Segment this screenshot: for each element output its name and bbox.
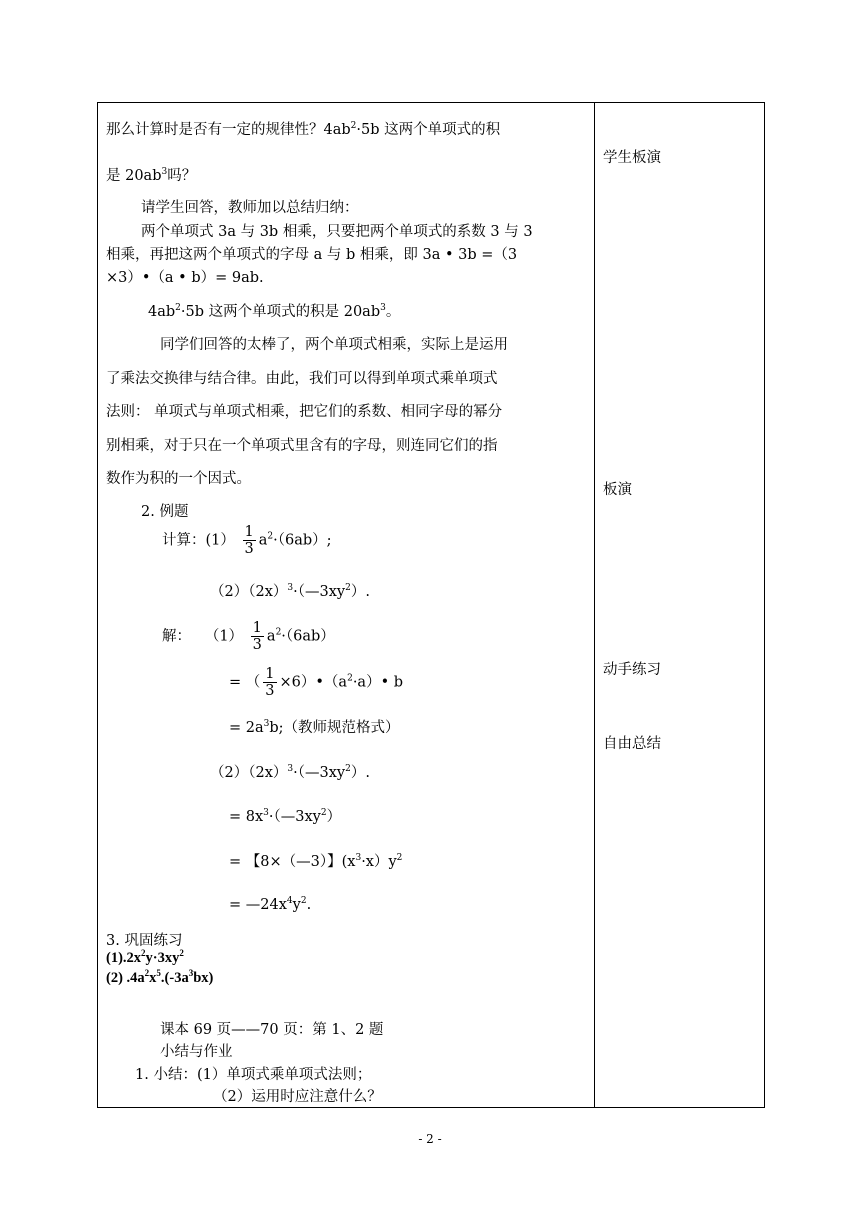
paragraph-line: 请学生回答，教师加以总结归纳： [141,200,359,216]
fraction-one-third: $\frac{1}{3}$ [265,666,275,699]
paragraph-line: 了乘法交换律与结合律。由此，我们可以得到单项式乘单项式 [106,371,498,387]
practice-item-2: (2) $.4a^2x^5.(-3a^3bx)$ [106,968,214,986]
side-note: 动手练习 [603,662,661,678]
paragraph-line: 别相乘，对于只在一个单项式里含有的字母，则连同它们的指 [106,438,498,454]
practice-item-1: $(1).2x^2y\cdot 3xy^2$ [106,948,184,966]
solution-step: = $8x^3\cdot(—3xy^2)$ [229,808,342,825]
fraction-one-third: $\frac{1}{3}$ [252,620,262,653]
paragraph-line: ×3）•（a • b）= 9ab. [106,270,264,286]
column-divider [594,102,595,1108]
summary-heading: 小结与作业 [160,1044,233,1060]
summary-line: （2）运用时应注意什么？ [213,1089,382,1105]
paragraph-line: 数作为积的一个因式。 [106,471,251,487]
solution-line-2: $(2)(2x)^3\cdot(—3xy^2)$. [210,764,370,781]
paragraph-line: 相乘，再把这两个单项式的字母 a 与 b 相乘，即 3a • 3b =（3 [106,247,518,263]
summary-line: 1. 小结：(1）单项式乘单项式法则； [135,1067,372,1083]
paragraph-line: $4ab^2\cdot 5b$ 这两个单项式的积是 $20ab^3$。 [148,303,401,320]
side-note: 自由总结 [603,736,661,752]
solution-step: = $—24x^4y^2$. [229,896,312,913]
paragraph-line: 同学们回答的太棒了，两个单项式相乘，实际上是运用 [160,337,508,353]
side-note: 板演 [603,482,632,498]
side-note: 学生板演 [603,150,661,166]
solution-step: = $2a^3b$;（教师规范格式） [229,719,400,736]
example-heading: 2. 例题 [141,504,189,520]
fraction-one-third: $\frac{1}{3}$ [244,524,254,557]
page-number: - 2 - [418,1132,442,1146]
paragraph-line: 那么计算时是否有一定的规律性？$4ab^2\cdot 5b$ 这两个单项式的积 [106,121,501,138]
example-line-2: $(2)(2x)^3\cdot(—3xy^2)$. [210,583,370,600]
example-line-1: 计算：(1） $\frac{1}{3}$ $a^2\cdot(6ab)$; [162,524,332,557]
paragraph-line: 法则： 单项式与单项式相乘，把它们的系数、相同字母的幂分 [106,404,503,420]
textbook-line: 课本 69 页——70 页：第 1、2 题 [160,1022,384,1038]
solution-step: = 【8×（—3）】$(x^3\cdot x)y^2$ [229,853,403,870]
paragraph-line: 是 $20ab^3$吗？ [106,167,197,184]
solution-step: = （ $\frac{1}{3}$ $\times 6)•(a^2\cdot a)•$ b [229,666,404,699]
paragraph-line: 两个单项式 3a 与 3b 相乘，只要把两个单项式的系数 3 与 3 [141,224,533,240]
practice-heading: 3. 巩固练习 [106,933,183,949]
solution-line-1: 解： （1） $\frac{1}{3}$ $a^2\cdot(6ab)$ [162,620,335,653]
